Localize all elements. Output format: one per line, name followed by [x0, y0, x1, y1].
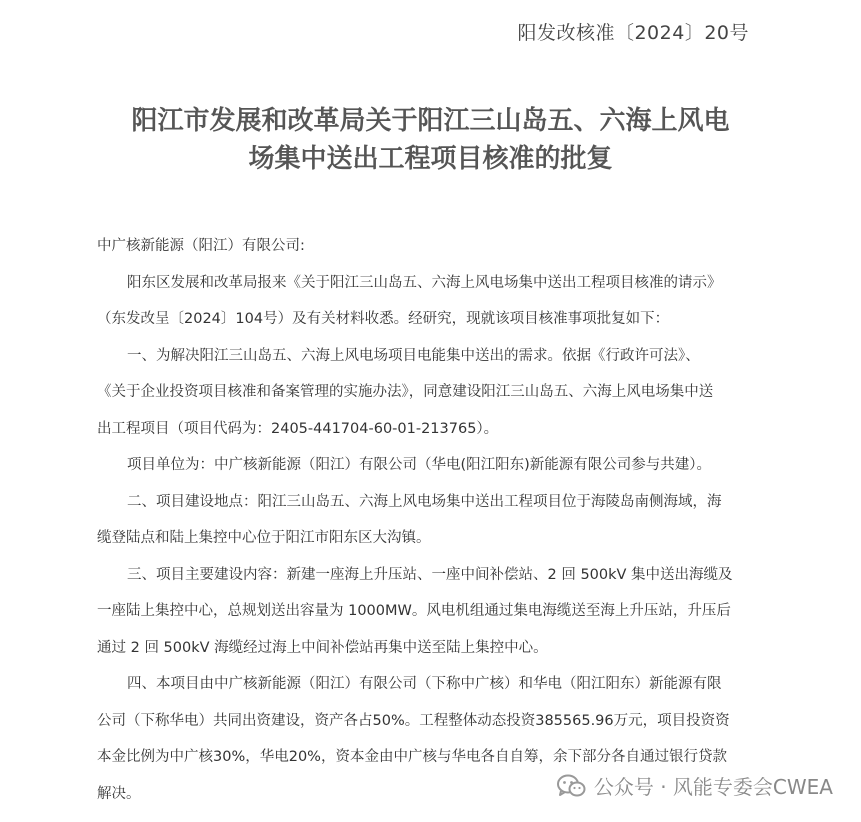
paragraph-2-line: 《关于企业投资项目核准和备案管理的实施办法》，同意建设阳江三山岛五、六海上风电场集中送 — [97, 384, 714, 400]
title-line-1: 阳江市发展和改革局关于阳江三山岛五、六海上风电 — [131, 106, 730, 136]
paragraph-4-line: 二、项目建设地点：阳江三山岛五、六海上风电场集中送出工程项目位于海陵岛南侧海域，海 — [127, 493, 722, 510]
paragraph-3-line: 项目单位为：中广核新能源（阳江）有限公司（华电(阳江阳东)新能源有限公司参与共建）。 — [127, 457, 712, 473]
paragraph-6-line: 本金比例为中广核30%，华电20%，资本金由中广核与华电各自自筹，余下部分各自通过银行贷款 — [97, 749, 727, 765]
paragraph-1-line: 阳东区发展和改革局报来《关于阳江三山岛五、六海上风电场集中送出工程项目核准的请示》 — [127, 274, 722, 291]
paragraph-6-line: 四、本项目由中广核新能源（阳江）有限公司（下称中广核）和华电（阳江阳东）新能源有限 — [127, 676, 722, 692]
wechat-icon — [556, 773, 586, 799]
watermark — [556, 771, 833, 800]
paragraph-1 — [97, 265, 757, 338]
paragraph-5-line: 三、项目主要建设内容：新建一座海上升压站、一座中间补偿站、2 回 500kV 集中送出海缆及 — [127, 566, 733, 583]
paragraph-5 — [97, 557, 757, 667]
paragraph-1-line: （东发改呈〔2024〕104号）及有关材料收悉。经研究，现就该项目核准事项批复如下： — [97, 311, 670, 327]
paragraph-5-line: 一座陆上集控中心，总规划送出容量为 1000MW。风电机组通过集电海缆送至海上升压站，升压后 — [97, 603, 731, 619]
paragraph-2-line: 出工程项目（项目代码为：2405-441704-60-01-213765）。 — [97, 420, 499, 437]
document-body — [97, 228, 757, 812]
paragraph-2 — [97, 338, 757, 448]
paragraph-4 — [97, 484, 757, 557]
title-line-2: 场集中送出工程项目核准的批复 — [248, 144, 613, 174]
addressee: 中广核新能源（阳江）有限公司: — [97, 238, 305, 254]
paragraph-2-line: 一、为解决阳江三山岛五、六海上风电场项目电能集中送出的需求。依据《行政许可法》、 — [127, 347, 700, 364]
document-title — [60, 102, 801, 178]
watermark-text: 公众号 · 风能专委会CWEA — [593, 775, 833, 799]
paragraph-6-line: 公司（下称华电）共同出资建设，资产各占50%。工程整体动态投资385565.96万元，项目投资资 — [97, 712, 730, 729]
paragraph-5-line: 通过 2 回 500kV 海缆经过海上中间补偿站再集中送至陆上集控中心。 — [97, 639, 548, 656]
paragraph-6-line: 解决。 — [97, 785, 141, 802]
paragraph-3 — [97, 447, 757, 484]
paragraph-4-line: 缆登陆点和陆上集控中心位于阳江市阳东区大沟镇。 — [97, 530, 431, 546]
doc-number: 阳发改核准〔2024〕20号 — [517, 22, 749, 44]
